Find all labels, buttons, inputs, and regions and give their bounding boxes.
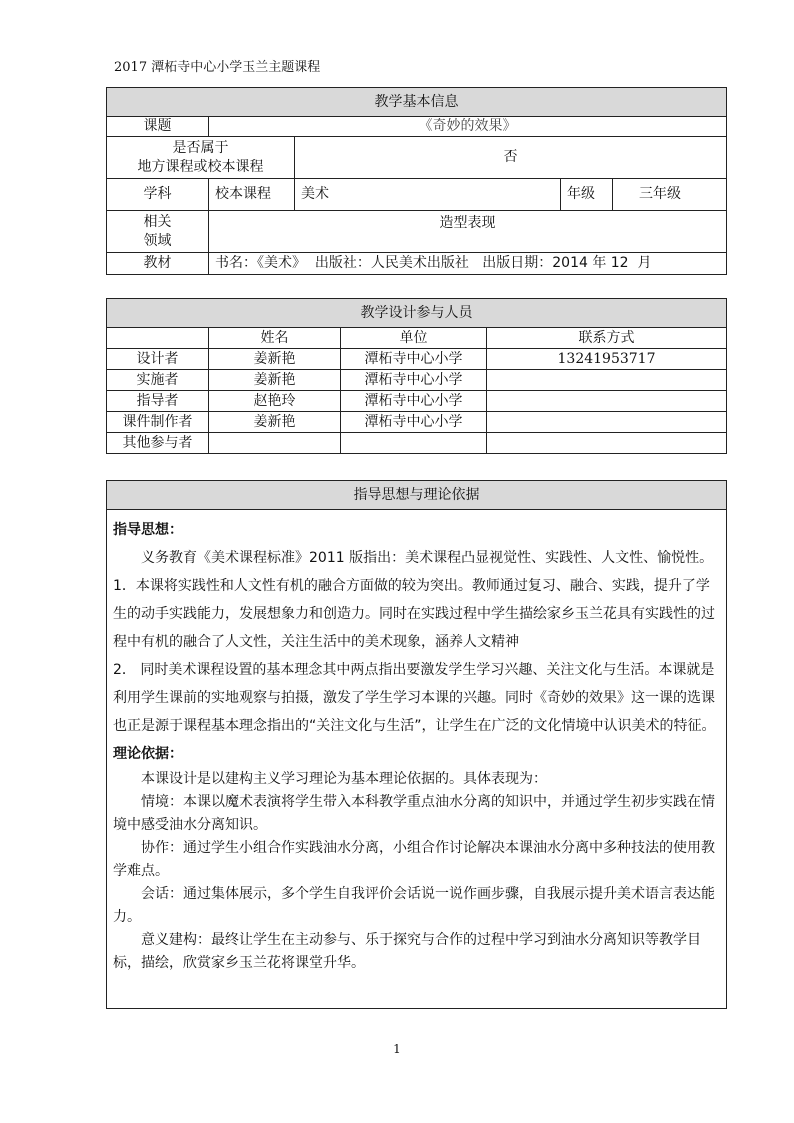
related-field-value: 造型表现: [209, 211, 727, 253]
participant-role: 课件制作者: [107, 412, 209, 433]
participant-role: 指导者: [107, 391, 209, 412]
participant-name: 姜新艳: [209, 349, 341, 370]
guide-paragraph-2: 1．本课将实践性和人文性有机的融合方面做的较为突出。教师通过复习、融合、实践，提升了学生的动手实践能力，发展想象力和创造力。同时在实践过程中学生描绘家乡玉兰花具有实践性的过程中有机的融合了人文性，关注生活中的美术现象，涵养人文精神: [113, 578, 715, 650]
textbook-label: 教材: [107, 253, 209, 275]
participant-contact: [487, 370, 727, 391]
participant-contact: [487, 412, 727, 433]
participants-header-role: [107, 328, 209, 349]
participant-unit: 潭柘寺中心小学: [341, 412, 487, 433]
subject-value-1: 校本课程: [209, 179, 295, 211]
participant-unit: 潭柘寺中心小学: [341, 391, 487, 412]
theory-table: [106, 480, 727, 1009]
participant-name: [209, 433, 341, 454]
local-course-label-line2: 地方课程或校本课程: [137, 158, 264, 175]
subject-value-2: 美术: [295, 179, 561, 211]
page-header: 2017 潭柘寺中心小学玉兰主题课程: [114, 60, 321, 75]
participants-header-name: 姓名: [209, 328, 341, 349]
related-field-label-line2: 领域: [143, 232, 172, 249]
guide-paragraph-1: 义务教育《美术课程标准》2011 版指出：美术课程凸显视觉性、实践性、人文性、愉悦性。: [141, 550, 714, 566]
table-row: [107, 412, 727, 433]
basis-paragraph-4: 会话：通过集体展示，多个学生自我评价会话说一说作画步骤，自我展示提升美术语言表达能力。: [113, 886, 715, 925]
table-row: [107, 433, 727, 454]
textbook-value: 书名：《美术》 出版社：人民美术出版社 出版日期：2014 年 12 月: [209, 253, 727, 275]
participant-contact: [487, 433, 727, 454]
basis-paragraph-2: 情境：本课以魔术表演将学生带入本科教学重点油水分离的知识中，并通过学生初步实践在情境中感受油水分离知识。: [113, 794, 715, 833]
table-row: [107, 391, 727, 412]
basis-paragraph-1: 本课设计是以建构主义学习理论为基本理论依据的。具体表现为：: [141, 771, 547, 787]
topic-label: 课题: [107, 117, 209, 137]
theory-body: [107, 510, 727, 1009]
basis-heading: 理论依据：: [113, 746, 183, 762]
topic-value: 《奇妙的效果》: [209, 117, 727, 137]
participant-unit: 潭柘寺中心小学: [341, 370, 487, 391]
participants-header-unit: 单位: [341, 328, 487, 349]
participant-role: 实施者: [107, 370, 209, 391]
related-field-label: [107, 211, 209, 253]
table-row: [107, 370, 727, 391]
guide-heading: 指导思想：: [113, 522, 183, 538]
participants-header-contact: 联系方式: [487, 328, 727, 349]
subject-label: 学科: [107, 179, 209, 211]
participant-unit: 潭柘寺中心小学: [341, 349, 487, 370]
guide-paragraph-3: 2． 同时美术课程设置的基本理念其中两点指出要激发学生学习兴趣、关注文化与生活。本课就是利用学生课前的实地观察与拍摄，激发了学生学习本课的兴趣。同时《奇妙的效果》这一课的选课也正是源于课程基本理念指出的“关注文化与生活”，让学生在广泛的文化情境中认识美术的特征。: [113, 662, 716, 734]
participant-unit: [341, 433, 487, 454]
basis-paragraph-5: 意义建构：最终让学生在主动参与、乐于探究与合作的过程中学习到油水分离知识等教学目标，描绘，欣赏家乡玉兰花将课堂升华。: [113, 932, 701, 971]
local-course-label: [107, 137, 295, 179]
participant-role: 其他参与者: [107, 433, 209, 454]
participant-contact: 13241953717: [487, 349, 727, 370]
grade-label: 年级: [561, 179, 613, 211]
local-course-label-line1: 是否属于: [172, 139, 229, 156]
local-course-value: 否: [295, 137, 727, 179]
basic-info-table: [106, 87, 727, 275]
basic-info-title: 教学基本信息: [107, 88, 727, 117]
page-number: 1: [393, 1042, 401, 1056]
table-row: [107, 349, 727, 370]
participant-name: 赵艳玲: [209, 391, 341, 412]
theory-title: 指导思想与理论依据: [107, 481, 727, 510]
participant-name: 姜新艳: [209, 370, 341, 391]
related-field-label-line1: 相关: [143, 213, 172, 230]
participants-title: 教学设计参与人员: [107, 299, 727, 328]
participant-contact: [487, 391, 727, 412]
basis-paragraph-3: 协作：通过学生小组合作实践油水分离，小组合作讨论解决本课油水分离中多种技法的使用教学难点。: [113, 840, 715, 879]
participant-name: 姜新艳: [209, 412, 341, 433]
participant-role: 设计者: [107, 349, 209, 370]
participants-table: [106, 298, 727, 454]
grade-value: 三年级: [613, 179, 727, 211]
